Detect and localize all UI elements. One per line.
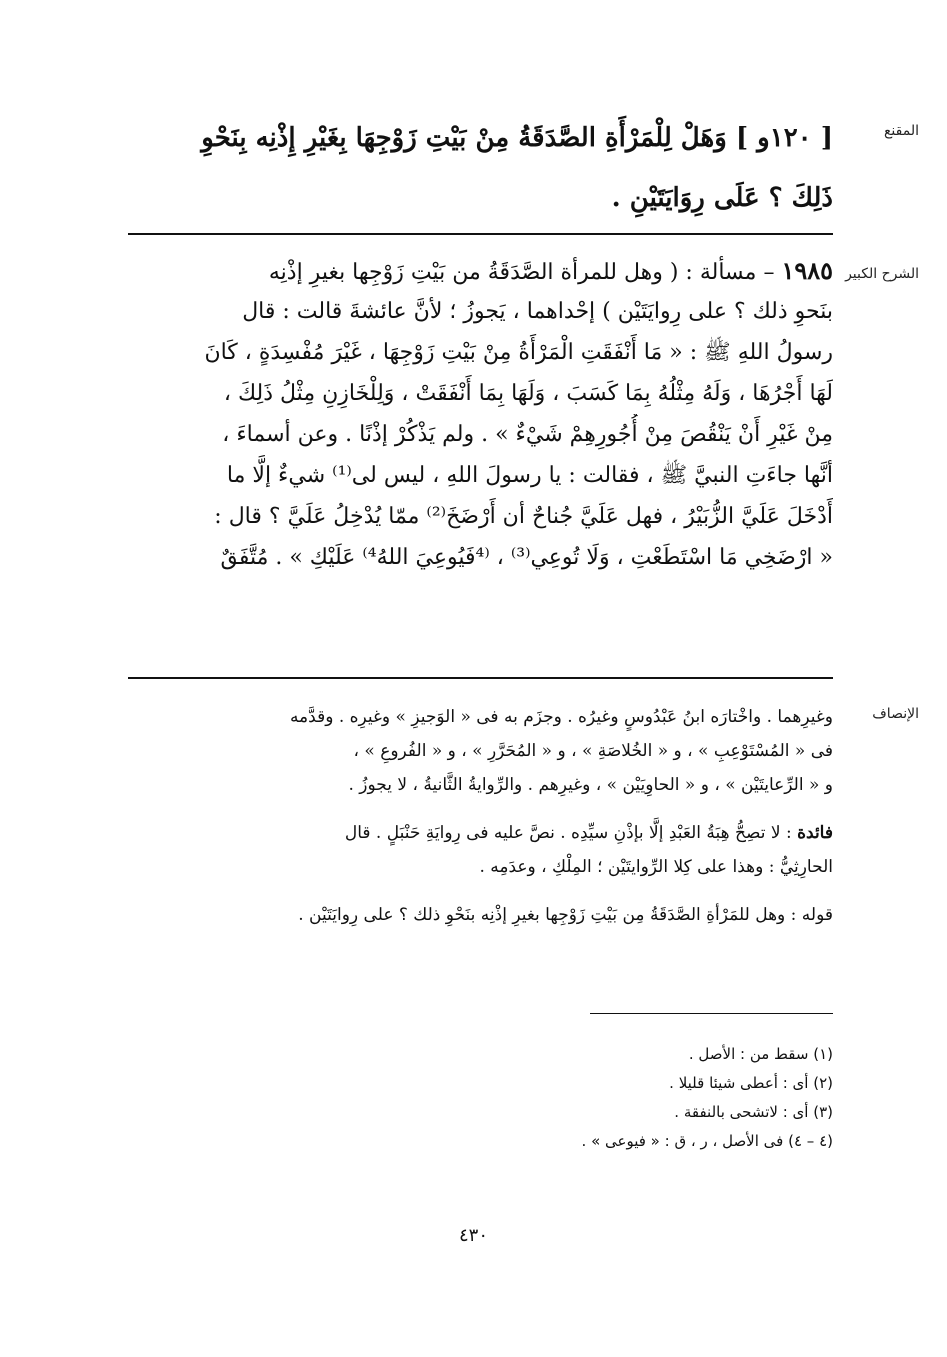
footnote: (٣) أى : لاتشحى بالنفقة .	[674, 1103, 833, 1121]
footnote: (٢) أى : أعطى شيئا قليلا .	[669, 1074, 833, 1092]
muqni-line: [ ١٢٠و ] وَهَلْ لِلْمَرْأَةِ الصَّدَقَةُ مِنْ بَيْتِ زَوْجِهَا بِغَيْرِ إِذْنِه بِنَحْوِ	[201, 123, 833, 153]
sharh-line: بنَحوِ ذلك ؟ على رِوايَتَيْن ) إحْداهما ، يَجوزُ ؛ لأنَّ عائشةَ قالت : قال	[242, 299, 833, 324]
label-muqni: المقنع	[883, 123, 919, 139]
label-sharh: الشرح الكبير	[845, 266, 919, 282]
sharh-line: أنَّها جاءَتِ النبيَّ ﷺ ، فقالت : يا رسولَ اللهِ ، ليس لى⁽¹⁾ شيءٌ إلَّا ما	[226, 463, 833, 488]
page-number: ٤٣٠	[458, 1225, 488, 1246]
sharh-first-line: – مسألة : ( وهل للمرأة الصَّدَقَةُ من بَيْتِ زَوْجِها بغيرِ إذْنِه	[268, 260, 782, 285]
footnote-divider	[590, 1013, 833, 1014]
insaf-text	[128, 700, 833, 932]
muqni-line: ذَلِكَ ؟ عَلَى رِوَايَتَيْنِ .	[611, 183, 833, 213]
muqni-text	[128, 108, 833, 228]
insaf-line: الحارِثِيُّ : وهذا على كِلا الرِّوايتَيْن ؛ المِلْكِ ، وعدَمِه .	[479, 857, 833, 877]
insaf-line: قوله : وهل للمَرْأةِ الصَّدَقَةُ مِن بَيْتِ زَوْجِها بغيرِ إذْنِه بنَحْوِ ذلك ؟ على رِوايَتَيْن .	[298, 905, 833, 925]
sharh-line: مِنْ غَيْرِ أَنْ يَنْقُصَ مِنْ أُجُورِهِمْ شَيْءٌ » . ولم يَذْكُرْ إذْنًا . وعن أسماءَ ،	[222, 422, 833, 447]
sharh-line	[128, 250, 833, 291]
sharh-text	[128, 250, 833, 578]
section-divider	[128, 677, 833, 679]
faida-label: فائدة	[797, 823, 833, 843]
label-insaf: الإنصاف	[872, 706, 919, 722]
insaf-line	[128, 816, 833, 850]
sharh-line: رسولُ اللهِ ﷺ : « مَا أَنْفَقَتِ الْمَرْأَةُ مِنْ بَيْتِ زَوْجِهَا ، غَيْرَ مُفْسِدَةٍ ، كَانَ	[204, 340, 833, 365]
insaf-line: فى « المُسْتَوْعِبِ » ، و « الخُلاصَةِ » ، و « المُحَرَّرِ » ، و « الفُروعِ » ،	[353, 741, 833, 761]
footnote: (٤ – ٤) فى الأصل ، ر ، ق : « فيوعى » .	[581, 1132, 833, 1150]
footnotes	[480, 1040, 833, 1156]
sharh-line: أَدْخَلَ عَلَيَّ الزُّبَيْرُ ، فهل عَلَيَّ جُناحٌ أن أَرْضَخَ⁽²⁾ ممّا يُدْخِلُ عَلَيَّ ؟ قال :	[214, 504, 833, 529]
section-divider	[128, 233, 833, 235]
sharh-line: « ارْضَخِي مَا اسْتَطَعْتِ ، وَلَا تُوعِي⁽³⁾ ، ⁽⁴فَيُوعِيَ اللهُ⁴⁾ عَلَيْكِ » . مُتَّفَقٌ	[220, 545, 833, 570]
insaf-line: و « الرِّعايتَيْن » ، و « الحاوِيَيْن » ، وغيرِهم . والرِّوايةُ الثَّانيةُ ، لا يجوزُ .	[348, 775, 833, 795]
sharh-line: لَهَا أَجْرُهَا ، وَلَهُ مِثْلُهُ بِمَا كَسَبَ ، وَلَهَا بِمَا أَنْفَقَتْ ، وَلِلْخَازِنِ مِثْلُ ذَلِكَ ،	[223, 381, 833, 406]
faida-text: : لا تصِحُّ هِبَةُ العَبْدِ إلَّا بإذْنِ سيِّدِه . نصَّ عليه فى رِوايَةِ حَنْبَلٍ . قال	[344, 823, 798, 843]
masala-number: ١٩٨٥	[781, 256, 833, 285]
footnote: (١) سقط من : الأصل .	[688, 1045, 833, 1063]
insaf-line: وغيرِهما . واخْتارَه ابنُ عَبْدُوسٍ وغيرُه . وجزَم به فى « الوَجيزِ » وغيرِه . وقدَّمه	[289, 707, 833, 727]
